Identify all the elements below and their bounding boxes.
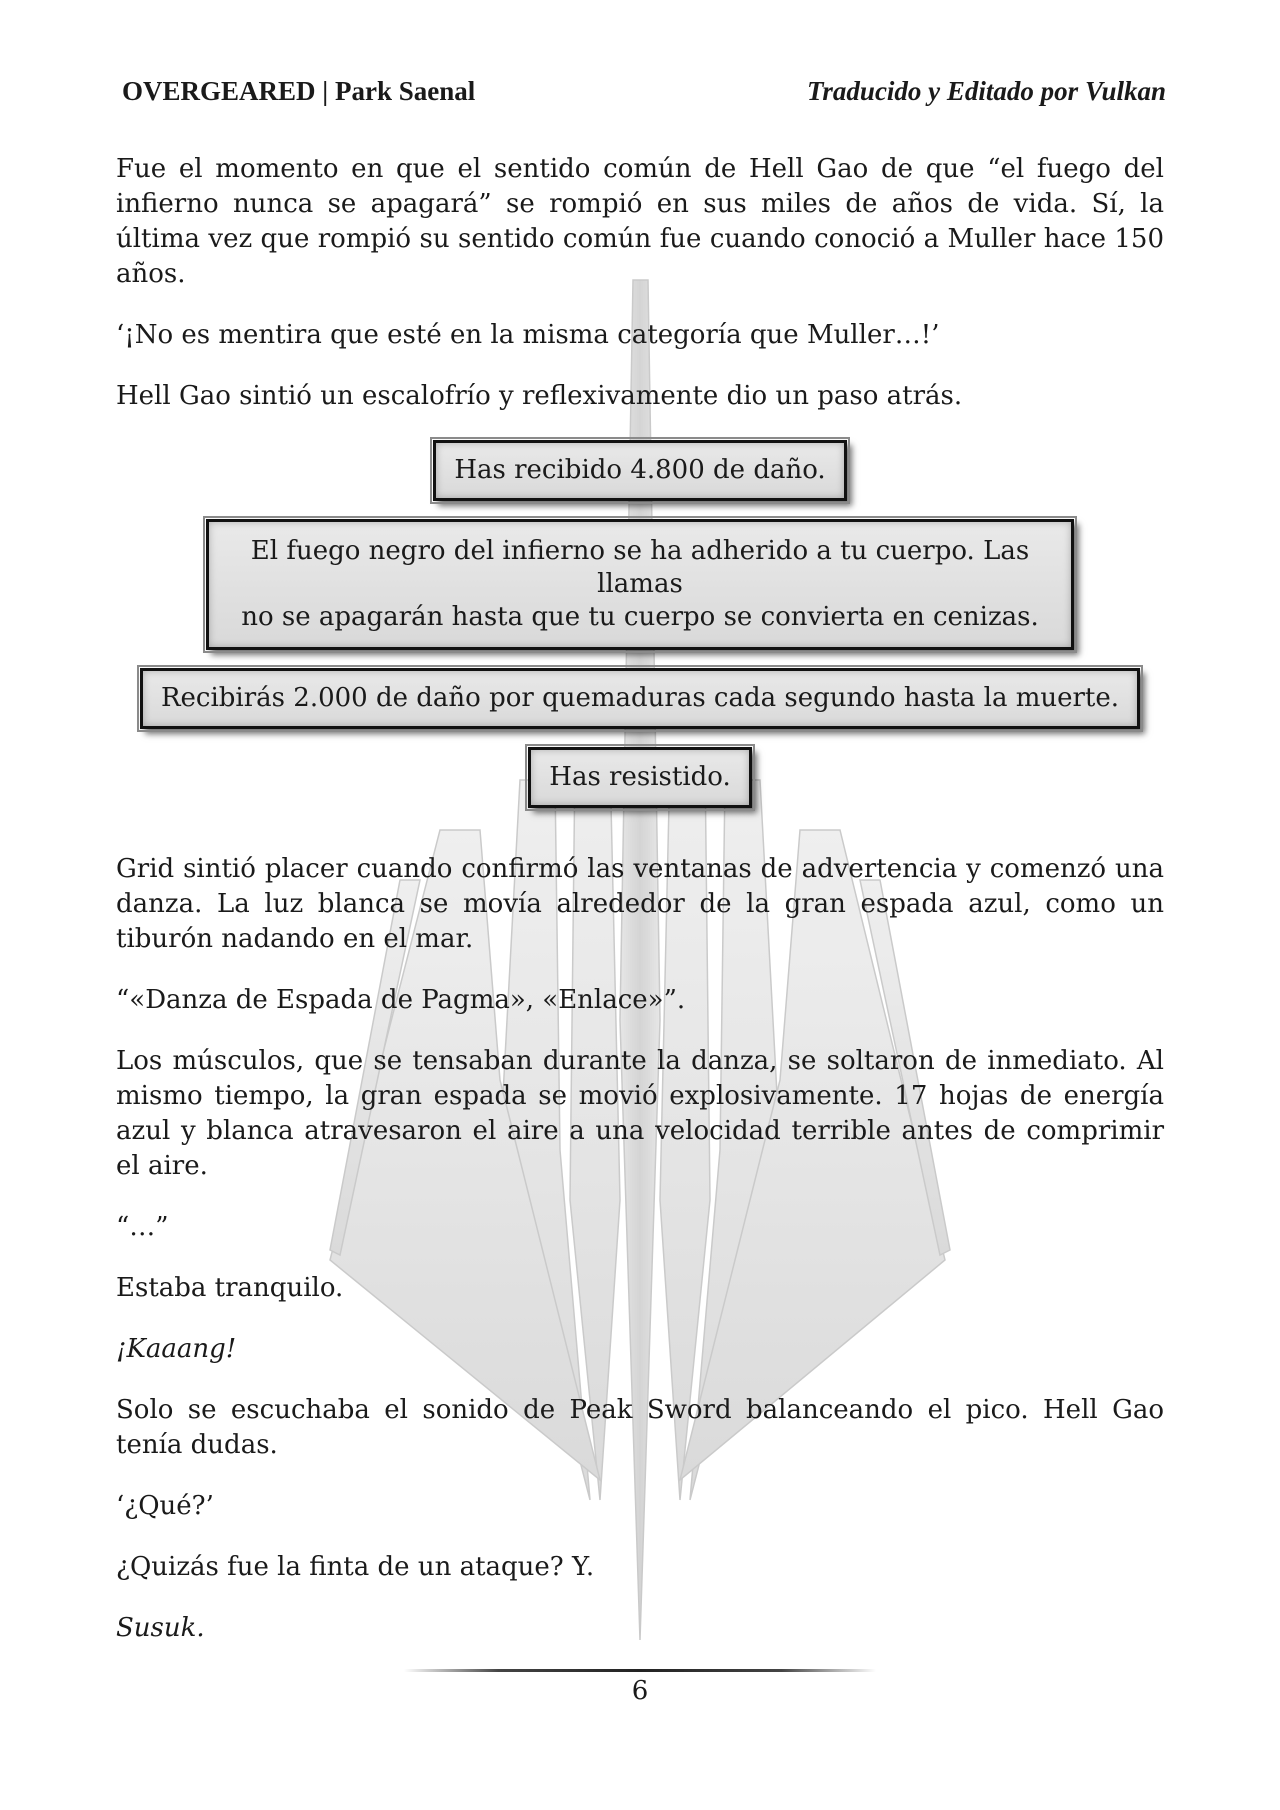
system-message-box: El fuego negro del infierno se ha adherido a tu cuerpo. Las llamas no se apagarán hasta que tu cuerpo se convierta en cenizas. (206, 519, 1074, 650)
header-translator-credit: Traducido y Editado por Vulkan (806, 76, 1166, 106)
body-paragraph: ¿Quizás fue la finta de un ataque? Y. (116, 1552, 595, 1582)
body-paragraph: Solo se escuchaba el sonido de Peak Sword balanceando el pico. Hell Gao tenía dudas. (116, 1395, 1164, 1460)
sound-effect-line: Susuk. (116, 1613, 205, 1643)
body-paragraph: Hell Gao sintió un escalofrío y reflexivamente dio un paso atrás. (116, 381, 963, 411)
page-body (116, 152, 1164, 1672)
system-message-box: Has resistido. (528, 747, 751, 808)
header-book-title: OVERGEARED | Park Saenal (122, 76, 476, 106)
page-number: 6 (631, 1676, 649, 1706)
body-paragraph: Grid sintió placer cuando confirmó las ventanas de advertencia y comenzó una danza. La luz blanca se movía alrededor de la gran espada azul, como un tiburón nadando en el mar. (116, 854, 1164, 954)
system-message-box: Recibirás 2.000 de daño por quemaduras cada segundo hasta la muerte. (140, 668, 1140, 729)
sound-effect-line: ¡Kaaang! (116, 1334, 237, 1364)
body-paragraph: Estaba tranquilo. (116, 1273, 344, 1303)
body-paragraph: “…” (116, 1212, 169, 1242)
body-paragraph: “«Danza de Espada de Pagma», «Enlace»”. (116, 985, 686, 1015)
body-paragraph: Fue el momento en que el sentido común de Hell Gao de que “el fuego del infierno nunca se apagará” se rompió en sus miles de años de vida. Sí, la última vez que rompió su sentido común fue cuando conoció a Muller hace 150 años. (116, 154, 1164, 289)
footer-divider (404, 1669, 876, 1672)
body-paragraph: Los músculos, que se tensaban durante la danza, se soltaron de inmediato. Al mismo tiempo, la gran espada se movió explosivamente. 17 hojas de energía azul y blanca atravesaron el aire a una velocidad terrible antes de comprimir el aire. (116, 1046, 1164, 1181)
system-message-box: Has recibido 4.800 de daño. (433, 440, 846, 501)
body-paragraph: ‘¡No es mentira que esté en la misma categoría que Muller…!’ (116, 320, 940, 350)
system-message-group (116, 440, 1164, 808)
page-header (122, 76, 1166, 112)
body-paragraph: ‘¿Qué?’ (116, 1491, 214, 1521)
